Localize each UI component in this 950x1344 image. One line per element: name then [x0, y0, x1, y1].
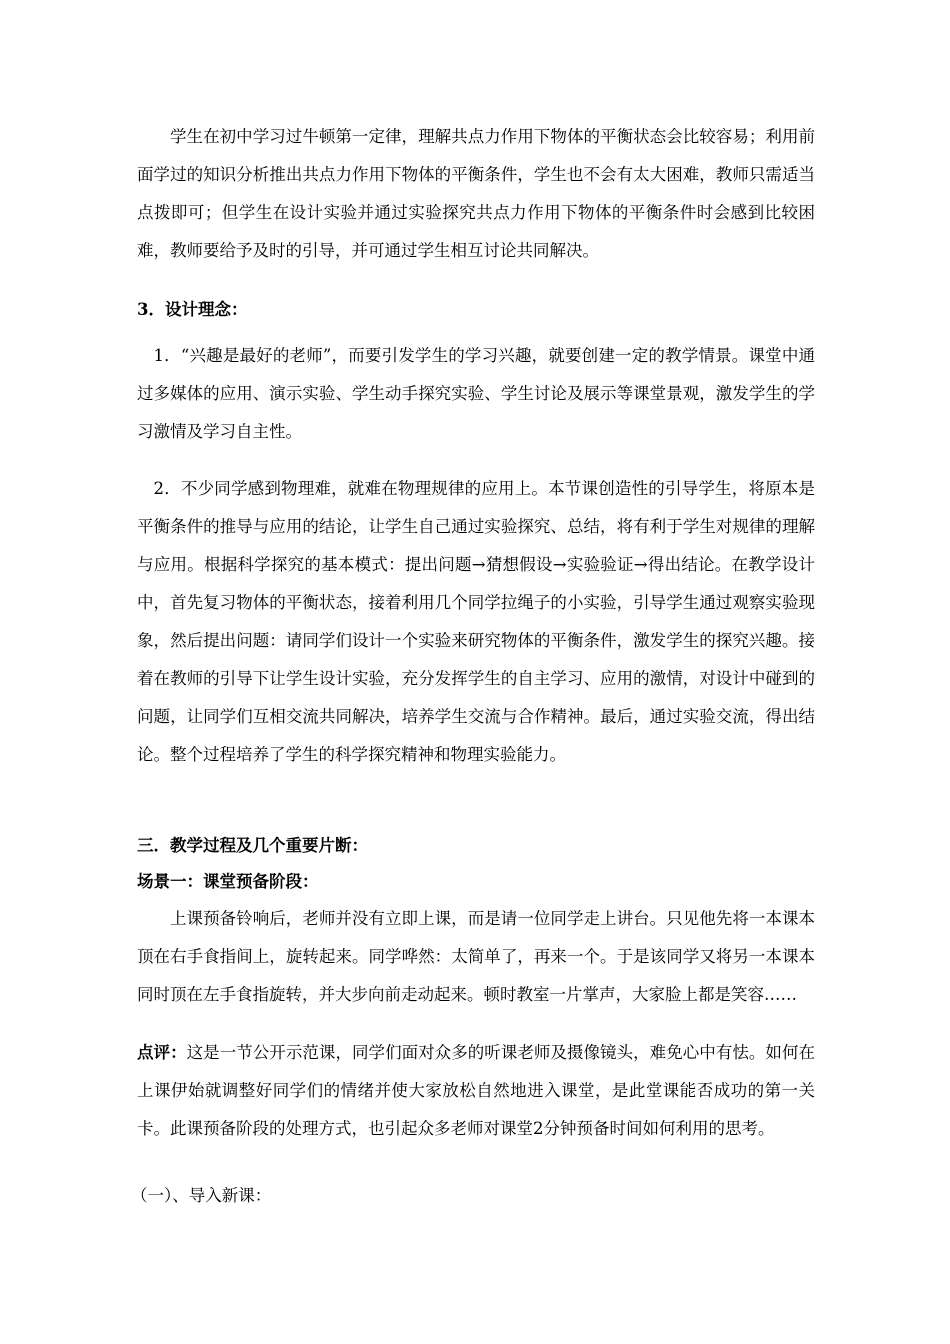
paragraph-learning-difficulty: 学生在初中学习过牛顿第一定律，理解共点力作用下物体的平衡状态会比较容易；利用前面学过的知识分析推出共点力作用下物体的平衡条件，学生也不会有太大困难，教师只需适当点拨即可；但学生在设计实验并通过实验探究共点力作用下物体的平衡条件时会感到比较困难，教师要给予及时的引导，并可通过学生相互讨论共同解决。: [137, 127, 815, 260]
paragraph-concept-2: 2．不少同学感到物理难，就难在物理规律的应用上。本节课创造性的引导学生，将原本是平衡条件的推导与应用的结论，让学生自己通过实验探究、总结，将有利于学生对规律的理解与应用。根据科学探究的基本模式：提出问题→猜想假设→实验验证→得出结论。在教学设计中，首先复习物体的平衡状态，接着利用几个同学拉绳子的小实验，引导学生通过观察实验现象，然后提出问题：请同学们设计一个实验来研究物体的平衡条件，激发学生的探究兴趣。接着在教师的引导下让学生设计实验，充分发挥学生的自主学习、应用的激情，对设计中碰到的问题，让同学们互相交流共同解决，培养学生交流与合作精神。最后，通过实验交流，得出结论。整个过程培养了学生的科学探究精神和物理实验能力。: [137, 479, 815, 764]
heading-scene-one: 场景一：课堂预备阶段：: [137, 872, 319, 891]
heading-teaching-process: 三．教学过程及几个重要片断：: [137, 836, 368, 855]
paragraph-concept-1: 1．“兴趣是最好的老师”，而要引发学生的学习兴趣，就要创建一定的教学情景。课堂中通过多媒体的应用、演示实验、学生动手探究实验、学生讨论及展示等课堂景观，激发学生的学习激情及学习自主性。: [137, 346, 815, 441]
paragraph-comment: [137, 1034, 815, 1148]
comment-label: 点评：: [137, 1043, 187, 1062]
paragraph-scene-one: 上课预备铃响后，老师并没有立即上课，而是请一位同学走上讲台。只见他先将一本课本顶在右手食指间上，旋转起来。同学哗然：太简单了，再来一个。于是该同学又将另一本课本同时顶在左手食指旋转，并大步向前走动起来。顿时教室一片掌声，大家脸上都是笑容……: [137, 909, 815, 1004]
subheading-introduction: （一）、导入新课：: [131, 1186, 272, 1205]
comment-text: 这是一节公开示范课，同学们面对众多的听课老师及摄像镜头，难免心中有怯。如何在上课伊始就调整好同学们的情绪并使大家放松自然地进入课堂，是此堂课能否成功的第一关卡。此课预备阶段的处理方式，也引起众多老师对课堂2分钟预备时间如何利用的思考。: [137, 1043, 816, 1138]
heading-design-concept: 3．设计理念：: [137, 300, 248, 319]
